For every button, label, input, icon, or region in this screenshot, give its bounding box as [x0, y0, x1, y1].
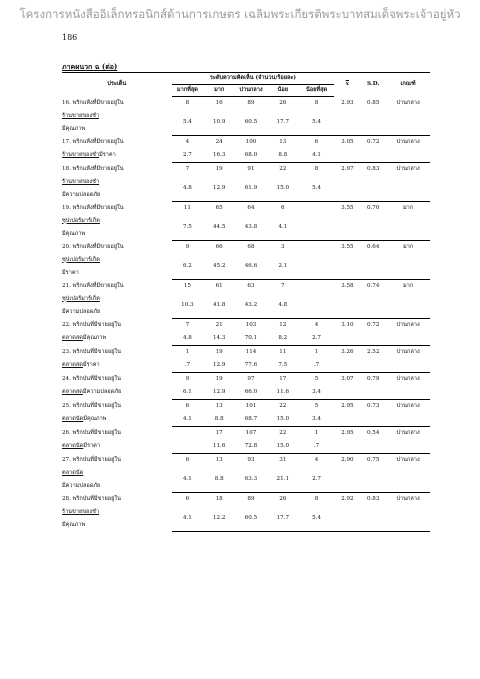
crit-cell: ปานกลาง — [396, 349, 420, 355]
item-line-2 — [62, 467, 172, 480]
sd-cell: 0.74 — [366, 283, 380, 289]
item-line-1: 21. พริกแห้งที่มีขายอยู่ใน — [62, 282, 124, 289]
mean-cell: 3.58 — [341, 283, 354, 289]
table-row — [62, 202, 430, 222]
item-place: ตลาดสด — [62, 334, 83, 341]
column-header-level: มากที่สุด — [172, 85, 204, 97]
item-attribute: มีราคา — [83, 442, 101, 449]
count-cell: 24 — [215, 139, 223, 145]
blank-cell — [334, 359, 430, 373]
blank-cell — [334, 149, 430, 163]
percent-cell: 43.8 — [244, 224, 258, 230]
crit-cell: ปานกลาง — [396, 376, 420, 382]
count-cell: 8 — [314, 496, 319, 502]
count-cell: 12 — [279, 322, 287, 328]
table-row — [62, 427, 430, 441]
percent-cell: 7.5 — [182, 224, 192, 230]
percent-cell: 12.9 — [203, 359, 235, 373]
percent-cell: 5.4 — [312, 515, 321, 521]
item-line-1: 25. พริกป่นที่มีขายอยู่ใน — [62, 402, 121, 409]
percent-cell: 4.8 — [182, 185, 192, 191]
mean-cell: 3.07 — [341, 376, 354, 382]
blank-cell — [334, 221, 430, 240]
percent-cell: 3.4 — [299, 413, 335, 427]
item-cell — [62, 241, 172, 280]
crit-cell: ปานกลาง — [396, 457, 420, 463]
item-line-2 — [62, 254, 172, 267]
sd-cell: 0.70 — [366, 205, 380, 211]
percent-cell — [172, 440, 204, 454]
count-cell: 9 — [185, 244, 190, 250]
percent-cell: 63.3 — [244, 476, 258, 482]
percent-cell: 17.7 — [276, 119, 290, 125]
percent-cell: .7 — [172, 359, 204, 373]
item-cell — [62, 373, 172, 400]
item-line-1: 27. พริกป่นที่มีขายอยู่ใน — [62, 456, 121, 463]
percent-cell: 68.0 — [235, 149, 267, 163]
percent-cell: 2.1 — [278, 263, 288, 269]
item-line-2 — [62, 149, 172, 162]
blank-cell — [334, 332, 430, 346]
count-cell: 13 — [279, 139, 287, 145]
percent-cell: .7 — [299, 440, 335, 454]
percent-cell: 45.2 — [212, 263, 226, 269]
section-title: ภาคผนวก ฉ (ต่อ) — [62, 62, 118, 71]
mean-cell: 3.10 — [341, 322, 354, 328]
sd-cell: 0.83 — [366, 496, 380, 502]
item-cell — [62, 319, 172, 346]
item-line-3: มีความปลอดภัย — [62, 482, 101, 489]
crit-cell: มาก — [402, 283, 414, 289]
percent-cell: 4.1 — [278, 224, 288, 230]
count-cell: 66 — [215, 244, 223, 250]
percent-cell: 7.5 — [267, 359, 299, 373]
mean-cell: 3.05 — [341, 139, 354, 145]
count-cell — [299, 280, 335, 300]
item-line-2 — [62, 506, 172, 519]
mean-cell: 3.55 — [341, 244, 354, 250]
sd-cell: 0.75 — [366, 457, 380, 463]
sd-cell: 0.64 — [366, 244, 380, 250]
percent-cell: 8.8 — [267, 149, 299, 163]
count-cell: 17 — [279, 376, 287, 382]
percent-cell: 11.6 — [203, 440, 235, 454]
count-cell: 7 — [281, 283, 285, 289]
sd-cell: 0.72 — [366, 322, 380, 328]
item-line-1: 24. พริกป่นที่มีขายอยู่ใน — [62, 375, 121, 382]
percent-cell: 15.0 — [267, 440, 299, 454]
percent-cell: 2.7 — [312, 476, 321, 482]
percent-cell: 5.4 — [182, 119, 192, 125]
mean-cell: 3.55 — [341, 205, 354, 211]
item-cell — [62, 493, 172, 532]
mean-cell: 2.95 — [341, 430, 354, 436]
table-row — [62, 163, 430, 183]
percent-cell: 16.3 — [203, 149, 235, 163]
percent-cell: 10.3 — [181, 302, 194, 308]
count-cell: 22 — [279, 166, 287, 172]
count-cell: 107 — [245, 430, 257, 436]
table-row — [62, 241, 430, 261]
percent-cell: 44.5 — [212, 224, 226, 230]
item-place: ขายของชำ — [71, 112, 100, 119]
crit-cell: ปานกลาง — [396, 166, 420, 172]
mean-cell: 2.93 — [341, 99, 354, 106]
percent-cell: 2.7 — [172, 149, 204, 163]
count-cell: 5 — [314, 376, 319, 382]
blank-cell — [172, 531, 431, 532]
item-cell — [62, 163, 172, 202]
percent-cell: 43.2 — [244, 302, 258, 308]
count-cell: 97 — [247, 376, 255, 382]
item-attribute: มีความปลอดภัย — [82, 388, 122, 395]
item-line-1: 19. พริกแห้งที่มีขายอยู่ใน — [62, 204, 124, 211]
table-row — [62, 319, 430, 333]
percent-cell: 14.3 — [203, 332, 235, 346]
count-cell: 68 — [247, 244, 255, 250]
count-cell: 101 — [245, 403, 257, 409]
count-cell: 9 — [185, 376, 190, 382]
percent-cell: 41.8 — [212, 302, 226, 308]
count-cell: 3 — [281, 244, 285, 250]
count-cell: 8 — [314, 166, 319, 172]
percent-cell: 60.5 — [244, 515, 258, 521]
percent-cell: 72.8 — [235, 440, 267, 454]
count-cell: 4 — [314, 322, 319, 328]
sd-cell: 0.54 — [366, 430, 380, 436]
percent-cell: 10.9 — [212, 119, 226, 125]
count-cell: 100 — [245, 139, 257, 145]
crit-cell: ปานกลาง — [396, 403, 420, 409]
sd-cell: 0.73 — [366, 403, 380, 409]
mean-cell: 2.92 — [341, 496, 354, 502]
count-cell: 18 — [215, 496, 223, 502]
item-line-3: มีราคา — [62, 269, 79, 276]
count-cell: 6 — [314, 139, 319, 145]
crit-cell: มาก — [402, 244, 414, 250]
count-cell: 89 — [247, 496, 255, 502]
item-place: ตลาดสด — [62, 361, 83, 368]
column-header-mean: $\overline{x}$ — [334, 73, 360, 97]
item-cell — [62, 280, 172, 319]
table-row — [62, 373, 430, 387]
percent-cell: 8.8 — [203, 413, 235, 427]
item-line-2 — [62, 293, 172, 306]
item-line-1: 22. พริกป่นที่มีขายอยู่ใน — [62, 321, 121, 328]
count-cell: 17 — [215, 430, 223, 436]
item-line-1: 28. พริกป่นที่มีขายอยู่ใน — [62, 495, 121, 502]
count-cell: 13 — [215, 403, 223, 409]
count-cell: 22 — [279, 430, 287, 436]
count-cell — [299, 202, 335, 222]
percent-cell: 4.8 — [278, 302, 288, 308]
item-place: ขายของชำ — [71, 508, 100, 515]
count-cell: 16 — [215, 100, 223, 106]
count-cell: 26 — [279, 100, 287, 106]
percent-cell: 4.1 — [172, 413, 204, 427]
item-line-2 — [62, 215, 172, 228]
percent-cell: 2.7 — [299, 332, 335, 346]
table-row — [62, 493, 430, 513]
item-place: ซุปเปอร์มาร์เก็ต — [62, 217, 100, 224]
sd-cell: 0.85 — [366, 99, 380, 106]
blank-cell — [334, 473, 430, 492]
percent-cell: 12.9 — [203, 386, 235, 400]
column-header-level: ปานกลาง — [235, 85, 267, 97]
count-cell: 15 — [183, 283, 191, 289]
count-cell: 91 — [247, 166, 255, 172]
item-attribute: มีคุณภาพ — [82, 334, 107, 341]
percent-cell: 11.6 — [267, 386, 299, 400]
item-cell — [62, 400, 172, 427]
percent-cell — [299, 221, 335, 240]
column-header-levels: ระดับความคิดเห็น (จำนวน/ร้อยละ) — [172, 73, 335, 85]
percent-cell: 12.9 — [212, 185, 226, 191]
percent-cell: 21.1 — [276, 476, 290, 482]
item-cell — [62, 427, 172, 454]
count-cell: 11 — [279, 349, 287, 355]
item-line-3: มีคุณภาพ — [62, 521, 86, 528]
blank-cell — [334, 413, 430, 427]
item-attribute: มีคุณภาพ — [83, 415, 107, 422]
count-cell: 93 — [247, 457, 255, 463]
count-cell: 7 — [185, 166, 190, 172]
table-row — [62, 400, 430, 414]
opinion-table — [62, 72, 430, 532]
count-cell — [172, 427, 204, 441]
item-cell — [62, 136, 172, 163]
blank-cell — [334, 299, 430, 318]
mean-cell: 2.97 — [341, 166, 354, 172]
crit-cell: ปานกลาง — [396, 322, 420, 328]
percent-cell: 70.1 — [235, 332, 267, 346]
item-line-1: 17. พริกแห้งที่มีขายอยู่ใน — [62, 138, 124, 145]
item-line-3: มีคุณภาพ — [62, 125, 86, 132]
count-cell: 21 — [215, 322, 223, 328]
percent-cell: 5.4 — [312, 185, 321, 191]
item-place: ขายของชำ — [71, 178, 100, 185]
percent-cell: 17.7 — [276, 515, 290, 521]
count-cell: 1 — [314, 349, 319, 355]
count-cell: 6 — [185, 496, 190, 502]
blank-cell — [334, 260, 430, 279]
item-cell — [62, 454, 172, 493]
sd-cell: 0.79 — [366, 376, 380, 382]
item-line-3: มีคุณภาพ — [62, 230, 86, 237]
item-line-3: มีความปลอดภัย — [62, 191, 101, 198]
count-cell: 11 — [183, 205, 191, 211]
page-header: โครงการหนังสืออิเล็กทรอนิกส์ด้านการเกษตร เฉลิมพระเกียรติพระบาทสมเด็จพระเจ้าอยู่หัว — [19, 7, 461, 21]
item-line-2 — [62, 440, 172, 453]
percent-cell: 5.4 — [312, 119, 321, 125]
percent-cell: 12.2 — [212, 515, 226, 521]
count-cell: 6 — [185, 457, 190, 463]
count-cell: 6 — [185, 403, 190, 409]
count-cell: 63 — [247, 283, 255, 289]
column-header-level: น้อย — [267, 85, 299, 97]
item-line-2 — [62, 413, 172, 426]
column-header-criteria: เกณฑ์ — [386, 73, 430, 97]
item-place: ร้าน — [62, 151, 72, 158]
table-row — [62, 346, 430, 360]
item-place: ตลาดสด — [62, 388, 83, 395]
mean-cell: 2.95 — [341, 403, 354, 409]
percent-cell: 15.0 — [276, 185, 290, 191]
table-row — [62, 136, 430, 150]
count-cell: 114 — [245, 349, 257, 355]
percent-cell: 6.1 — [172, 386, 204, 400]
item-line-3: มีความปลอดภัย — [62, 308, 101, 315]
percent-cell: 6.2 — [182, 263, 192, 269]
count-cell: 22 — [279, 403, 287, 409]
crit-cell: ปานกลาง — [396, 496, 420, 502]
percent-cell — [299, 299, 335, 318]
item-line-1: 26. พริกป่นที่มีขายอยู่ใน — [62, 429, 121, 436]
count-cell: 65 — [215, 205, 223, 211]
item-place: ตลาดนัด — [62, 442, 84, 449]
percent-cell: 4.1 — [182, 476, 192, 482]
item-attribute: มีราคา — [99, 151, 116, 158]
percent-cell — [299, 260, 335, 279]
percent-cell: 15.0 — [267, 413, 299, 427]
item-line-1: 23. พริกป่นที่มีขายอยู่ใน — [62, 348, 121, 355]
sd-cell: 0.83 — [366, 166, 380, 172]
table-row — [62, 280, 430, 300]
count-cell: 26 — [279, 496, 287, 502]
item-place: ตลาดนัด — [62, 415, 84, 422]
count-cell: 4 — [314, 457, 319, 463]
item-place: ตลาดนัด — [62, 469, 84, 476]
percent-cell: 46.6 — [244, 263, 258, 269]
count-cell: 19 — [215, 166, 223, 172]
blank-cell — [334, 116, 430, 135]
item-cell — [62, 202, 172, 241]
count-cell: 31 — [279, 457, 287, 463]
page-number: 186 — [62, 33, 78, 42]
percent-cell: 4.1 — [299, 149, 335, 163]
percent-cell: 8.2 — [267, 332, 299, 346]
item-line-2 — [62, 176, 172, 189]
percent-cell: 3.4 — [299, 386, 335, 400]
item-line-2 — [62, 386, 172, 399]
mean-cell: 3.26 — [341, 349, 354, 355]
blank-cell — [334, 440, 430, 454]
column-header-level: น้อยที่สุด — [299, 85, 335, 97]
item-line-1: 18. พริกแห้งที่มีขายอยู่ใน — [62, 165, 124, 172]
count-cell: 61 — [215, 283, 223, 289]
item-place: ขายของชำ — [71, 151, 100, 158]
count-cell: 5 — [314, 403, 319, 409]
percent-cell: 66.0 — [235, 386, 267, 400]
percent-cell: 61.9 — [244, 185, 258, 191]
crit-cell: ปานกลาง — [396, 99, 420, 106]
item-line-2 — [62, 332, 172, 345]
blank-cell — [334, 386, 430, 400]
mean-cell: 2.90 — [341, 457, 354, 463]
item-place: ร้าน — [62, 112, 72, 119]
item-place: ร้าน — [62, 508, 72, 515]
item-line-1: 16. พริกแห้งที่มีขายอยู่ใน — [62, 99, 124, 106]
percent-cell: 4.8 — [172, 332, 204, 346]
table-row — [62, 97, 430, 117]
count-cell: 8 — [314, 100, 319, 106]
count-cell: 1 — [314, 430, 319, 436]
sd-cell: 2.52 — [366, 349, 380, 355]
count-cell: 89 — [247, 100, 255, 106]
percent-cell: .7 — [299, 359, 335, 373]
item-cell — [62, 346, 172, 373]
item-cell — [62, 97, 172, 136]
count-cell: 1 — [185, 349, 190, 355]
count-cell: 8 — [185, 100, 190, 106]
percent-cell: 8.8 — [214, 476, 224, 482]
crit-cell: มาก — [402, 205, 414, 211]
count-cell: 6 — [281, 205, 285, 211]
count-cell: 13 — [215, 457, 223, 463]
sd-cell: 0.72 — [366, 139, 380, 145]
count-cell: 64 — [247, 205, 255, 211]
item-line-1: 20. พริกแห้งที่มีขายอยู่ใน — [62, 243, 124, 250]
item-place: ซุปเปอร์มาร์เก็ต — [62, 295, 100, 302]
percent-cell: 68.7 — [235, 413, 267, 427]
count-cell: 103 — [245, 322, 257, 328]
blank-cell — [334, 512, 430, 531]
blank-cell — [334, 182, 430, 201]
column-header-item: ประเด็น — [62, 73, 172, 97]
item-place: ร้าน — [62, 178, 72, 185]
percent-cell: 4.1 — [182, 515, 192, 521]
count-cell — [299, 241, 335, 261]
percent-cell: 60.5 — [244, 119, 258, 125]
count-cell: 19 — [215, 376, 223, 382]
count-cell: 4 — [185, 139, 190, 145]
column-header-level: มาก — [203, 85, 235, 97]
item-place: ซุปเปอร์มาร์เก็ต — [62, 256, 100, 263]
percent-cell: 77.6 — [235, 359, 267, 373]
crit-cell: ปานกลาง — [396, 139, 420, 145]
count-cell: 7 — [185, 322, 190, 328]
count-cell: 19 — [215, 349, 223, 355]
item-line-2 — [62, 359, 172, 372]
column-header-sd: S.D. — [360, 73, 386, 97]
table-row — [62, 454, 430, 474]
item-line-2 — [62, 110, 172, 123]
item-attribute: มีราคา — [82, 361, 100, 368]
crit-cell: ปานกลาง — [396, 430, 420, 436]
